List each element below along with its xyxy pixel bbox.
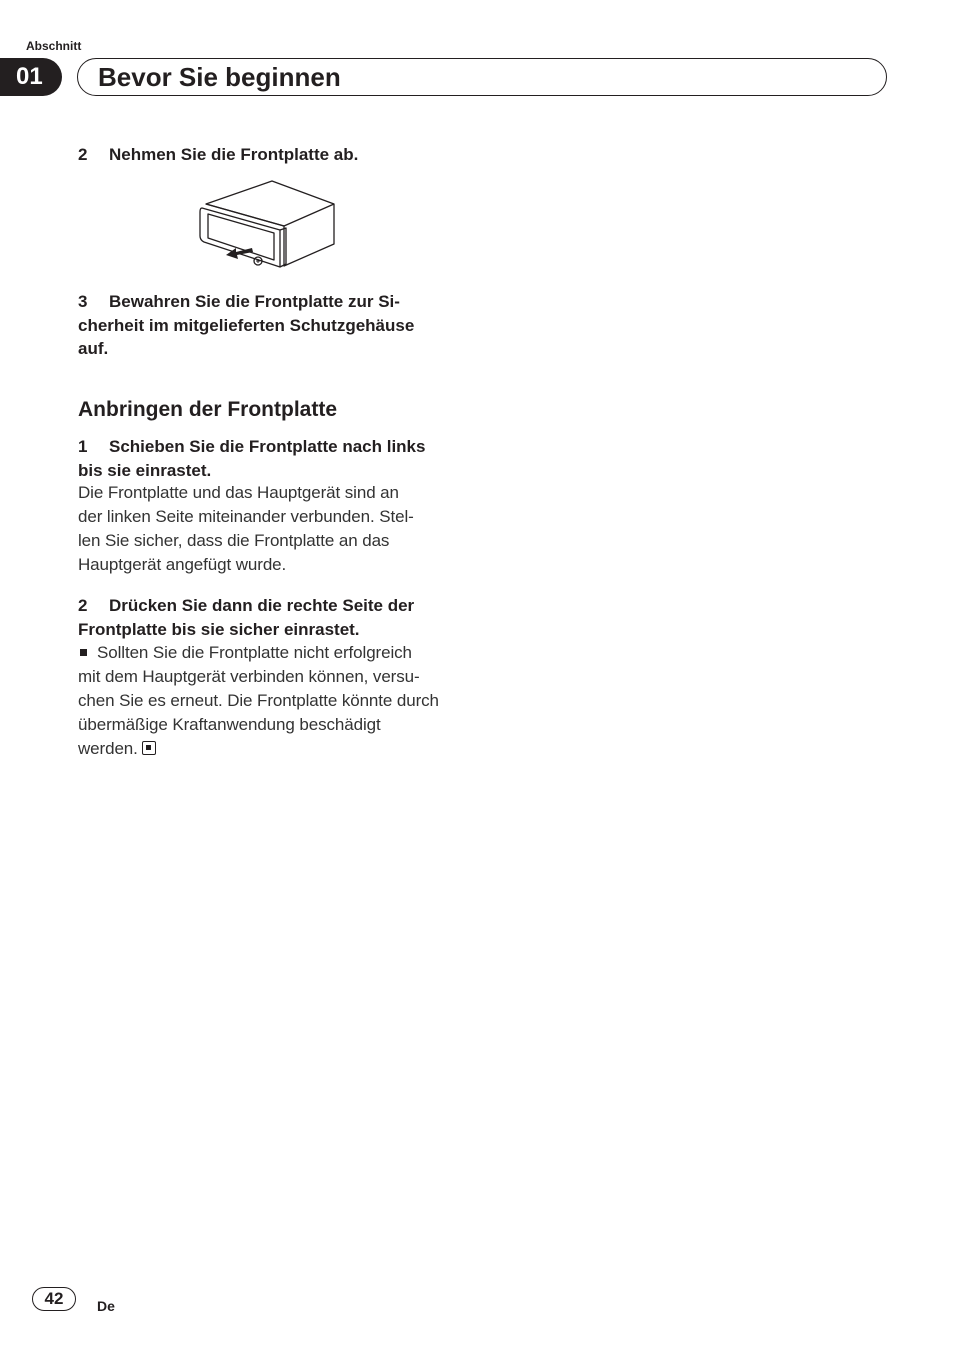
note-line: chen Sie es erneut. Die Frontplatte könnte durch [78,691,439,710]
step-text-line: Schieben Sie die Frontplatte nach links [109,437,426,456]
step-slide-panel [78,435,458,482]
step-number: 1 [78,437,88,456]
body-line: len Sie sicher, dass die Frontplatte an das [78,531,390,550]
step-store-panel [78,290,458,361]
note-line: Sollten Sie die Frontplatte nicht erfolgreich [97,643,412,662]
front-panel-removal-icon [196,178,342,270]
note-line: mit dem Hauptgerät verbinden können, versu- [78,667,420,686]
language-code: De [97,1298,115,1314]
step-text-line: auf. [78,339,109,358]
step-text-line: Drücken Sie dann die rechte Seite der [109,596,415,615]
step-number: 3 [78,292,88,311]
body-line: Hauptgerät angefügt wurde. [78,555,287,574]
section-label: Abschnitt [26,39,82,53]
note [78,641,468,761]
section-number-tab: 01 [0,58,62,96]
body-line: der linken Seite miteinander verbunden. Stel- [78,507,414,526]
section-heading: Anbringen der Frontplatte [78,398,337,421]
end-of-section-icon [142,741,156,755]
step-press-panel [78,594,458,641]
note-line: übermäßige Kraftanwendung beschädigt [78,715,381,734]
step-description [78,481,458,577]
step-number: 2 [78,596,88,615]
step-text: Nehmen Sie die Frontplatte ab. [109,145,359,164]
body-line: Die Frontplatte und das Hauptgerät sind an [78,483,399,502]
note-line: werden. [78,739,138,758]
step-text-line: bis sie einrastet. [78,460,212,480]
step-number: 2 [78,145,88,164]
page-number: 42 [32,1287,76,1311]
step-text-line: Frontplatte bis sie sicher einrastet. [78,619,360,639]
step-text-line: Bewahren Sie die Frontplatte zur Si- [109,292,400,311]
step-text-line: cherheit im mitgelieferten Schutzgehäuse [78,315,415,335]
page-title: Bevor Sie beginnen [98,62,341,92]
note-bullet-icon [80,649,87,656]
step-remove-panel [78,143,458,167]
